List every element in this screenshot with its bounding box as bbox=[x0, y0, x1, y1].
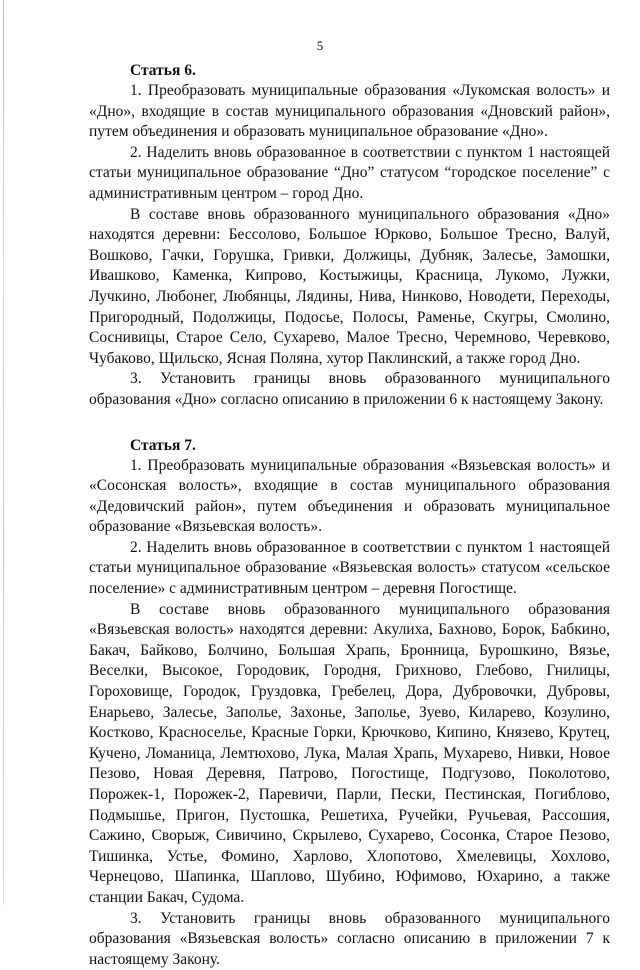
paragraph: В составе вновь образованного муниципального образования «Дно» находятся деревни: Бессолово, Большое Юрково, Большое Тресно, Валуй, Вошково, Гачки, Горушка, Гривки, Должицы, Дубняк, Залесье, Замошки, Ивашково, Каменка, Кипрово, Костыжицы, Красница, Лукомо, Лужки, Лучкино, Любонег, Любянцы, Лядины, Нива, Нинково, Новодети, Переходы, Пригородный, Подолжицы, Подосье, Полосы, Раменье, Скугры, Смолино, Соснивицы, Старое Село, Сухарево, Малое Тресно, Черемново, Черевково, Чубаково, Щильско, Ясная Поляна, хутор Паклинский, а также город Дно. bbox=[89, 205, 610, 370]
paragraph: 3. Установить границы вновь образованного муниципального образования «Дно» согласно описанию в приложении 6 к настоящему Закону. bbox=[89, 369, 610, 410]
paragraph: В составе вновь образованного муниципального образования «Вязьевская волость» находятся деревни: Акулиха, Бахново, Борок, Бабкино, Бакач, Байково, Болчино, Большая Храпь, Бронница, Бурошкино, Вязье, Веселки, Высокое, Городовик, Городня, Грихново, Глебово, Гнилицы, Гороховище, Городок, Груздовка, Гребелец, Дора, Дубровочки, Дубровы, Енарьево, Залесье, Заполье, Захонье, Заполье, Зуево, Киларево, Козулино, Костково, Красноселье, Красные Горки, Крючково, Кипино, Князево, Крутец, Кучено, Ломаница, Лемтюхово, Лука, Малая Храпь, Мухарево, Нивки, Новое Пезово, Новая Деревня, Патрово, Погостище, Подгузово, Поколотово, Порожек-1, Порожек-2, Паревичи, Парли, Пески, Пестинская, Погиблово, Подмышье, Пригон, Пустошка, Решетиха, Ручейки, Ручьевая, Рассошия, Сажино, Сворыж, Сивичино, Скрылево, Сухарево, Сосонка, Старое Пезово, Тишинка, Устье, Фомино, Харлово, Хлопотово, Хмелевицы, Хохлово, Чернецово, Шапинка, Шаплово, Шубино, Юфимово, Юхарино, а также станции Бакач, Судома. bbox=[89, 600, 610, 909]
article-6 bbox=[89, 60, 610, 411]
paragraph: 1. Преобразовать муниципальные образования «Вязьевская волость» и «Сосонская волость», входящие в состав муниципального образования «Дедовичский район», путем объединения и образовать муниципальное образование «Вязьевская волость». bbox=[89, 456, 610, 538]
document-body bbox=[89, 60, 610, 970]
article-heading: Статья 7. bbox=[130, 435, 610, 456]
section-gap bbox=[89, 411, 610, 435]
scan-edge bbox=[3, 0, 4, 905]
article-7 bbox=[89, 435, 610, 970]
paragraph: 1. Преобразовать муниципальные образования «Лукомская волость» и «Дно», входящие в состав муниципального образования «Дновский район», путем объединения и образовать муниципальное образование «Дно». bbox=[89, 81, 610, 143]
paragraph: 2. Наделить вновь образованное в соответствии с пунктом 1 настоящей статьи муниципальное образование «Вязьевская волость» статусом «сельское поселение» с административным центром – деревня Погостище. bbox=[89, 538, 610, 600]
paragraph: 2. Наделить вновь образованное в соответствии с пунктом 1 настоящей статьи муниципальное образование “Дно” статусом “городское поселение” с административным центром – город Дно. bbox=[89, 143, 610, 205]
page-number: 5 bbox=[0, 38, 640, 54]
paragraph: 3. Установить границы вновь образованного муниципального образования «Вязьевская волость» согласно описанию в приложении 7 к настоящему Закону. bbox=[89, 909, 610, 970]
article-heading: Статья 6. bbox=[130, 60, 610, 81]
